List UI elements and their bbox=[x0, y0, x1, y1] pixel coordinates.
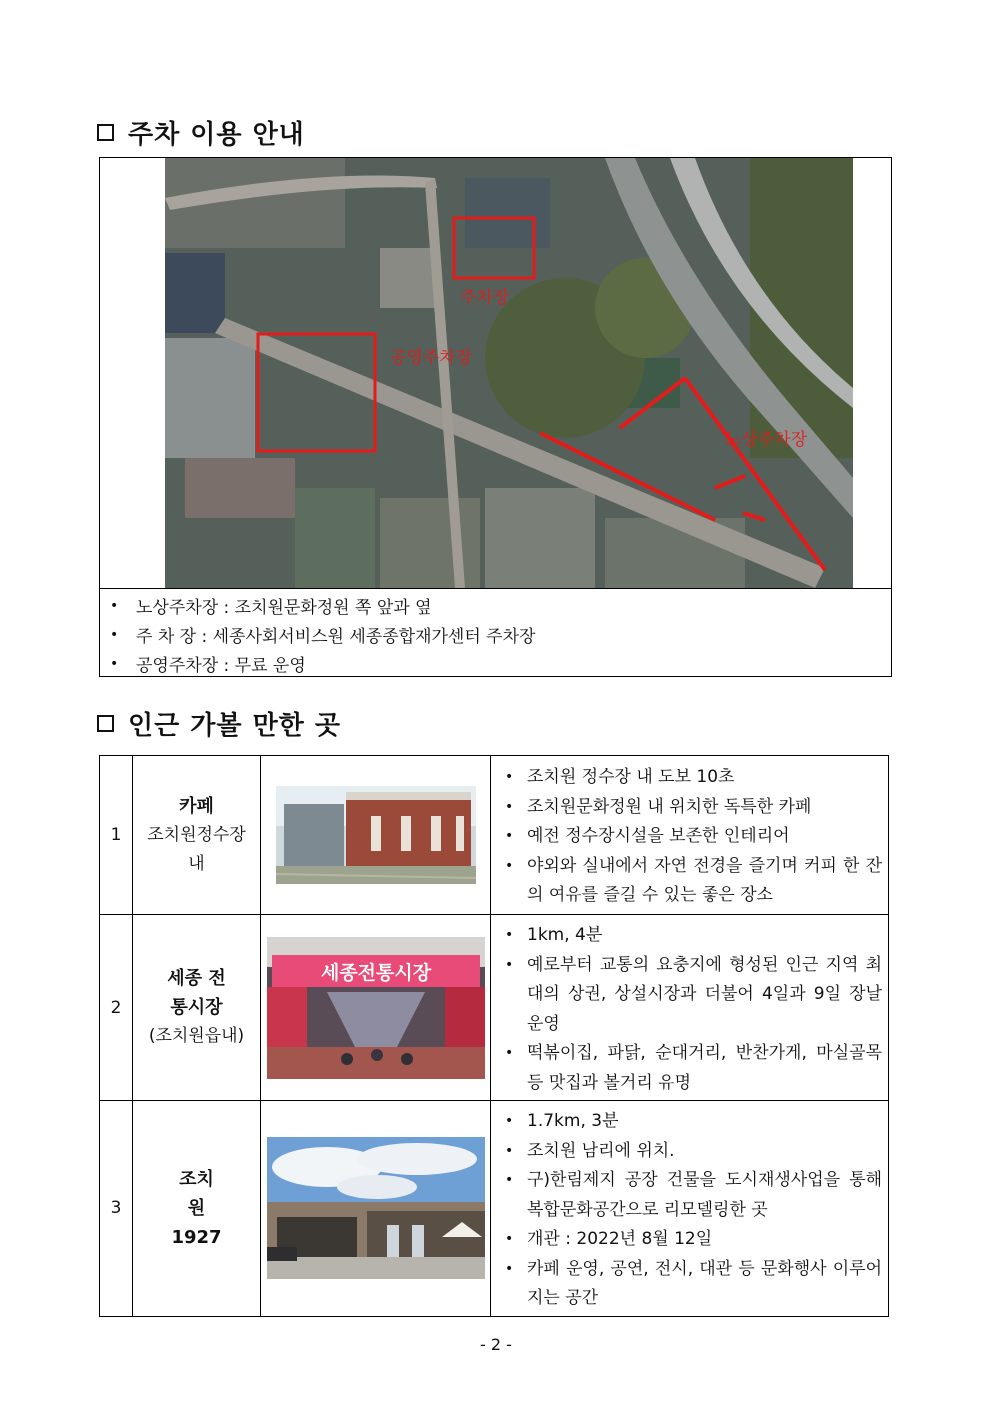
place-number: 2 bbox=[100, 915, 133, 1101]
place-row bbox=[100, 1101, 889, 1317]
detail-item: • 개관 : 2022년 8월 12일 bbox=[497, 1225, 882, 1255]
nearby-places-table bbox=[99, 755, 889, 1317]
place-name bbox=[133, 915, 261, 1101]
place-details-list bbox=[497, 763, 882, 911]
checkbox-square-icon bbox=[97, 124, 114, 141]
detail-item: • 야외와 실내에서 자연 전경을 즐기며 커피 한 잔의 여유를 즐길 수 있는 좋은 장소 bbox=[497, 852, 882, 911]
place-name-sub: (조치원읍내) bbox=[148, 1026, 245, 1046]
nearby-title-text: 인근 가볼 만한 곳 bbox=[128, 711, 341, 741]
place-details-cell bbox=[491, 1101, 889, 1317]
detail-item: • 1km, 4분 bbox=[497, 921, 882, 951]
place-image-cell bbox=[261, 915, 491, 1101]
parking-info-box bbox=[99, 157, 892, 677]
place-number: 3 bbox=[100, 1101, 133, 1317]
nearby-section-title bbox=[97, 705, 341, 742]
place-number: 1 bbox=[100, 756, 133, 915]
detail-item: • 조치원 정수장 내 도보 10초 bbox=[497, 763, 882, 793]
detail-item: • 떡볶이집, 파닭, 순대거리, 반찬가게, 마실골목 등 맛집과 볼거리 유명 bbox=[497, 1039, 882, 1098]
page-number: - 2 - bbox=[480, 1335, 512, 1354]
parking-map-image bbox=[165, 158, 853, 588]
parking-list bbox=[100, 588, 891, 676]
svg-text:주차장: 주차장 bbox=[460, 288, 510, 308]
place-name bbox=[133, 1101, 261, 1317]
detail-item: • 카페 운영, 공연, 전시, 대관 등 문화행사 이루어지는 공간 bbox=[497, 1255, 882, 1314]
place-details-list bbox=[497, 1107, 882, 1314]
market-photo bbox=[267, 937, 485, 1079]
parking-title-text: 주차 이용 안내 bbox=[128, 120, 305, 150]
place-image-cell bbox=[261, 1101, 491, 1317]
detail-item: • 예전 정수장시설을 보존한 인테리어 bbox=[497, 822, 882, 852]
place-name-bold: 카페 bbox=[179, 795, 214, 817]
place-details-cell bbox=[491, 915, 889, 1101]
svg-text:세종전통시장: 세종전통시장 bbox=[320, 961, 431, 984]
detail-item: • 조치원 남리에 위치. bbox=[497, 1137, 882, 1167]
parking-item-text: 노상주차장 : 조치원문화정원 쪽 앞과 옆 bbox=[136, 598, 432, 618]
svg-text:노상주차장: 노상주차장 bbox=[725, 430, 808, 450]
place-image-cell bbox=[261, 756, 491, 915]
place-name-bold: 조치원 1927 bbox=[171, 1168, 222, 1248]
parking-item-text: 공영주차장 : 무료 운영 bbox=[136, 656, 306, 676]
parking-list-item bbox=[100, 620, 891, 649]
place-row bbox=[100, 756, 889, 915]
place-details-cell bbox=[491, 756, 889, 915]
bullet-icon: • bbox=[110, 655, 119, 672]
parking-list-item bbox=[100, 649, 891, 678]
parking-list-item bbox=[100, 591, 891, 620]
detail-item: • 예로부터 교통의 요충지에 형성된 인근 지역 최대의 상권, 상설시장과 더불어 4일과 9일 장날 운영 bbox=[497, 951, 882, 1040]
place-row bbox=[100, 915, 889, 1101]
place-name bbox=[133, 756, 261, 915]
detail-item: • 구)한림제지 공장 건물을 도시재생사업을 통해 복합문화공간으로 리모델링한 곳 bbox=[497, 1166, 882, 1225]
detail-item: • 1.7km, 3분 bbox=[497, 1107, 882, 1137]
place-details-list bbox=[497, 921, 882, 1098]
bullet-icon: • bbox=[110, 597, 119, 614]
svg-text:공영주차장: 공영주차장 bbox=[390, 348, 473, 368]
parking-section-title bbox=[97, 114, 305, 151]
parking-item-text: 주 차 장 : 세종사회서비스원 세종종합재가센터 주차장 bbox=[136, 627, 536, 647]
place-name-sub: 조치원정수장 내 bbox=[147, 824, 246, 874]
checkbox-square-icon bbox=[97, 715, 114, 732]
detail-item: • 조치원문화정원 내 위치한 독특한 카페 bbox=[497, 793, 882, 823]
bullet-icon: • bbox=[110, 626, 119, 643]
jochiwon-1927-photo bbox=[267, 1137, 485, 1279]
place-name-bold: 세종 전통시장 bbox=[167, 968, 226, 1018]
cafe-photo bbox=[276, 786, 476, 884]
